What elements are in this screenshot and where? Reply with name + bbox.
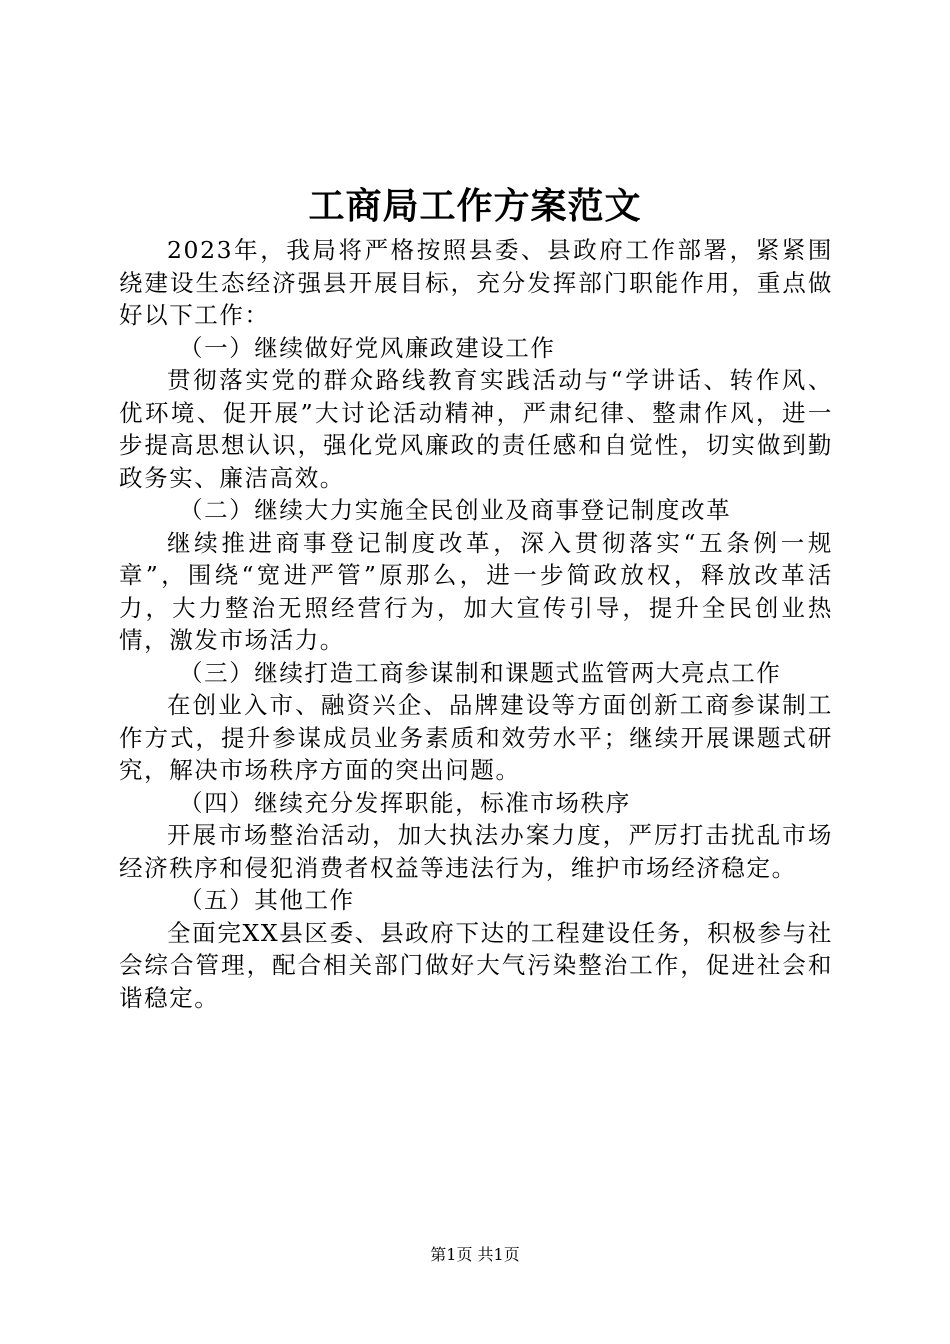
section-body-4: 开展市场整治活动，加大执法办案力度，严厉打击扰乱市场经济秩序和侵犯消费者权益等违法行为，维护市场经济稳定。 [119, 821, 833, 882]
section-heading-4: （四）继续充分发挥职能，标准市场秩序 [179, 788, 631, 817]
document-body [119, 234, 833, 1014]
section-heading-2: （二）继续大力实施全民创业及商事登记制度改革 [179, 496, 732, 524]
page-footer: 第1页 共1页 [430, 1245, 520, 1264]
section-heading-3: （三）继续打造工商参谋制和课题式监管两大亮点工作 [179, 658, 782, 687]
section-heading-1: （一）继续做好党风廉政建设工作 [179, 333, 556, 362]
section-body-5: 全面完XX县区委、县政府下达的工程建设任务，积极参与社会综合管理，配合相关部门做好大气污染整治工作，促进社会和谐稳定。 [119, 918, 833, 1012]
intro-paragraph: 2023年，我局将严格按照县委、县政府工作部署，紧紧围绕建设生态经济强县开展目标，充分发挥部门职能作用，重点做好以下工作： [119, 236, 833, 329]
section-body-2: 继续推进商事登记制度改革，深入贯彻落实“五条例一规章”，围绕“宽进严管”原那么，进一步简政放权，释放改革活力，大力整治无照经营行为，加大宣传引导，提升全民创业热情，激发市场活力。 [119, 528, 833, 654]
section-body-3: 在创业入市、融资兴企、品牌建设等方面创新工商参谋制工作方式，提升参谋成员业务素质和效劳水平；继续开展课题式研究，解决市场秩序方面的突出问题。 [119, 691, 833, 784]
section-body-1: 贯彻落实党的群众路线教育实践活动与“学讲话、转作风、优环境、促开展”大讨论活动精神，严肃纪律、整肃作风，进一步提高思想认识，强化党风廉政的责任感和自觉性，切实做到勤政务实、廉洁高效。 [119, 366, 833, 492]
section-heading-5: （五）其他工作 [179, 886, 355, 914]
document-title: 工商局工作方案范文 [308, 185, 642, 227]
